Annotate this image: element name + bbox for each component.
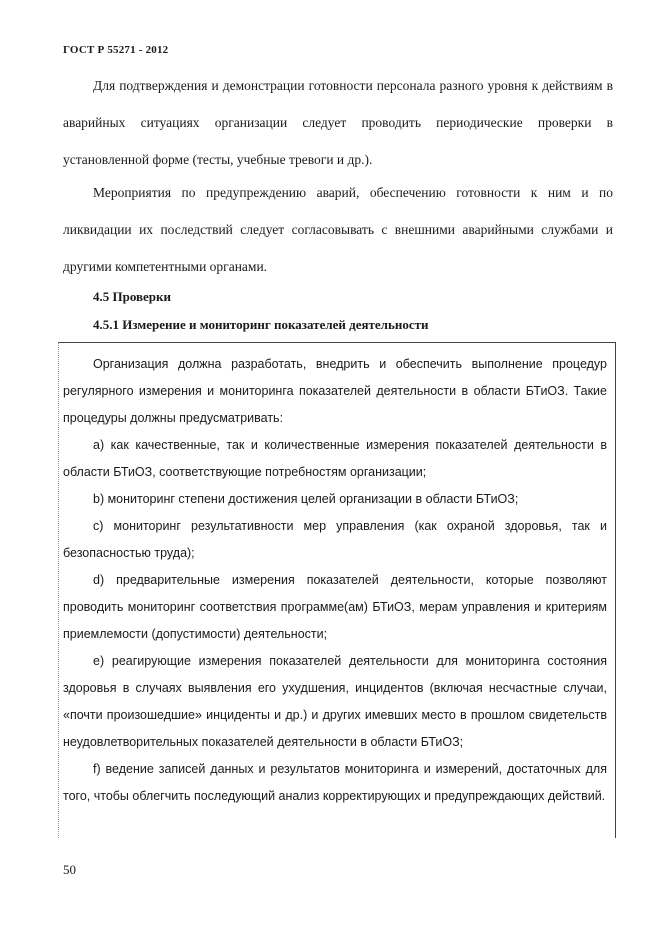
list-item-text: d) предварительные измерения показателей деятельности, которые позволяют проводить мониторинг соответствия программе(ам) БТиОЗ, мерам управления и критериям приемлемости (допустимости) деятельности; <box>63 573 607 641</box>
list-item <box>63 486 607 513</box>
list-item-text: c) мониторинг результативности мер управления (как охраной здоровья, так и безопасностью труда); <box>63 519 607 560</box>
page-number: 50 <box>63 862 76 877</box>
paragraph-coordination <box>63 174 613 285</box>
list-item <box>63 567 607 648</box>
paragraph-text: Организация должна разработать, внедрить и обеспечить выполнение процедур регулярного измерения и мониторинга показателей деятельности в области БТиОЗ. Такие процедуры должны предусматривать: <box>63 357 607 425</box>
list-item-text: f) ведение записей данных и результатов мониторинга и измерений, достаточных для того, чтобы облегчить последующий анализ корректирующих и предупреждающих действий. <box>63 762 607 803</box>
paragraph-text: Для подтверждения и демонстрации готовности персонала разного уровня к действиям в аварийных ситуациях организации следует проводить периодические проверки в установленной форме (тесты, учебные тревоги и др.). <box>63 78 613 167</box>
list-item <box>63 756 607 810</box>
list-item <box>63 432 607 486</box>
document-code-header: ГОСТ Р 55271 - 2012 <box>63 44 169 56</box>
box-intro-paragraph <box>63 351 607 432</box>
list-item <box>63 648 607 756</box>
list-item <box>63 513 607 567</box>
list-item-text: b) мониторинг степени достижения целей организации в области БТиОЗ; <box>93 492 519 506</box>
list-item-text: e) реагирующие измерения показателей деятельности для мониторинга состояния здоровья в случаях выявления его ухудшения, инцидентов (включая несчастные случаи, «почти произошедшие» инциденты и др.) и других имевших место в прошлом свидетельств неудовлетворительных показателей деятельности в области БТиОЗ; <box>63 654 607 749</box>
subsection-heading: 4.5.1 Измерение и мониторинг показателей деятельности <box>93 317 429 332</box>
paragraph-readiness-checks <box>63 67 613 178</box>
paragraph-text: Мероприятия по предупреждению аварий, обеспечению готовности к ним и по ликвидации их последствий следует согласовывать с внешними аварийными службами и другими компетентными органами. <box>63 185 613 274</box>
list-item-text: а) как качественные, так и количественные измерения показателей деятельности в области БТиОЗ, соответствующие потребностям организации; <box>63 438 607 479</box>
section-heading: 4.5 Проверки <box>93 289 172 304</box>
